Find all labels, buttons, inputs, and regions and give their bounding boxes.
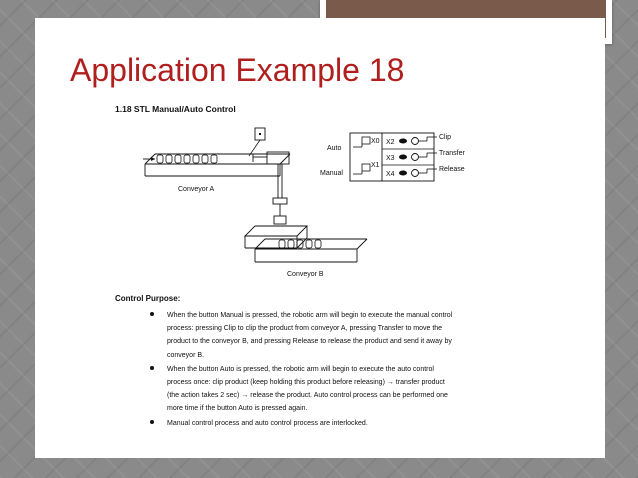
bullet-line: process once: clip product (keep holding this product before releasing) → transfer product [167,379,445,387]
bullet-line: (the action takes 2 sec) → release the product. Auto control process can be performed one [167,392,448,400]
bullet-line: Manual control process and auto control process are interlocked. [167,419,368,427]
bullet-line: When the button Auto is pressed, the robotic arm will begin to execute the auto control [167,365,434,373]
bullet-dot [150,420,154,424]
bullet-line: process: pressing Clip to clip the product from conveyor A, pressing Transfer to move the [167,325,443,333]
sensor [249,128,265,156]
label-x3: X3 [386,155,395,162]
bullet-dot [150,366,154,370]
label-x4: X4 [386,171,395,178]
label-x1: X1 [371,162,380,169]
bullet-line: more time if the button Auto is pressed again. [167,405,308,413]
label-x0: X0 [371,138,380,145]
bullet-item [115,363,515,416]
conveyor-b-products [279,240,321,248]
control-purpose-list [115,309,515,431]
platform [245,226,307,248]
conveyor-b [255,239,367,262]
bullet-item [115,309,515,362]
document-heading: 1.18 STL Manual/Auto Control [115,104,236,114]
bullet-line: conveyor B. [167,351,204,359]
output-terminals [399,138,427,177]
output-wires [427,137,437,173]
bullet-line: When the button Manual is pressed, the robotic arm will begin to execute the manual control [167,312,453,319]
label-manual: Manual [320,170,343,177]
conveyor-b-label: Conveyor B [287,271,324,278]
robotic-arm [253,152,289,224]
conveyor-a [143,154,290,176]
bullet-line: product to the conveyor B, and pressing Release to release the product and send it away by [167,338,452,346]
label-release: Release [439,166,465,173]
input-terminals [353,137,370,174]
label-x2: X2 [386,139,395,146]
label-clip: Clip [439,134,452,141]
label-auto: Auto [327,145,342,152]
slide-title: Application Example 18 [70,52,405,88]
control-purpose-heading: Control Purpose: [115,294,181,303]
bullet-dot [150,312,154,316]
bullet-item [115,417,515,430]
conveyor-a-products [157,155,217,163]
conveyor-a-label: Conveyor A [178,186,215,193]
conveyor-diagram [115,116,515,292]
label-transfer: Transfer [439,150,465,157]
document-image [115,104,515,444]
